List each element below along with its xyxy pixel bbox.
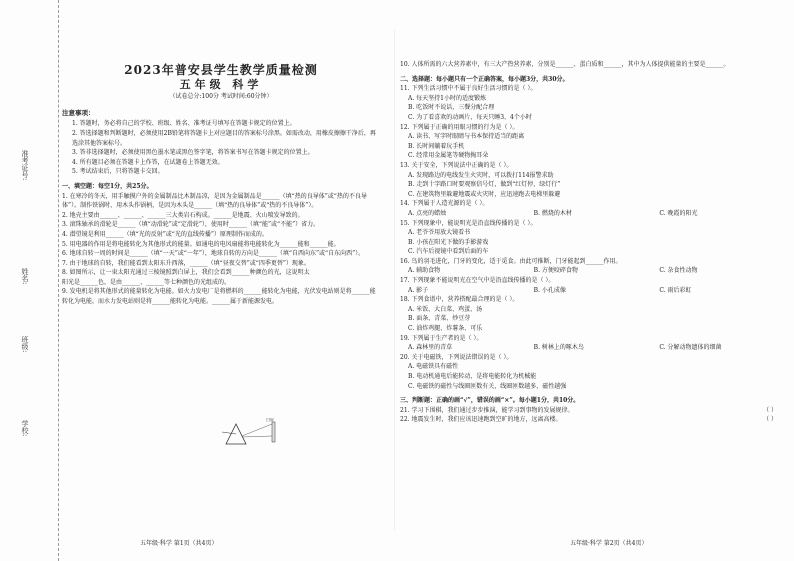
mc-options [400, 343, 785, 353]
note-item: 3. 答非选择题时，必须使用黑色墨水笔或黑色签字笔，将答案书写在答题卡规定的位置上。 [72, 149, 314, 157]
binding-margin [0, 0, 59, 561]
left-column [62, 10, 380, 530]
mc-option: B. 吃饭时不说话，三餐分配合理 [408, 104, 495, 112]
mc-option: A. 老爷爷用放大镜看书 [408, 229, 471, 237]
question-7: 7. 由于地球的自转，我们能看到太阳东升西落，______（填“昼夜交替”或“四季更替”）现象。 [62, 259, 310, 267]
question-2: 2. 地壳主要由______、______、______三大类岩石构成。______是地震、火山喷发导致的。 [62, 211, 304, 219]
prism-diagram [222, 418, 282, 446]
notes-title: 注意事项： [62, 108, 95, 117]
mc-option: B. 燃烧的木材 [533, 209, 572, 217]
right-column [400, 60, 785, 530]
question-10: 10. 人体所需的六大营养素中，有三大产热营养素，分别是______、蛋白质和______，其中为人体提供能量的主要是______。 [400, 61, 730, 68]
question-22-text: 22. 地震发生时，我们应该迅速跑到空旷的地方，远离高楼。 [400, 416, 562, 424]
multiple-choice-list [400, 84, 785, 391]
mc-option: B. 电动机通电后能转动，是将电能转化为机械能 [408, 373, 537, 380]
light-ray [242, 424, 272, 436]
mc-question-text: 11. 下列生活习惯中不属于良好生活习惯的是（ ）。 [400, 85, 537, 93]
footer-right: 五年级·科学 第2页（共4页） [570, 540, 648, 547]
question-6: 6. 地球自转一周的时间是______（填“一天”或“一年”），地球自转的方向是______（填“自西向东”或“自东向西”）。 [62, 250, 365, 258]
mc-option: A. 点亮的蜡烛 [408, 209, 447, 217]
exam-title: 2023年普安县学生教学质量检测 [124, 63, 318, 77]
question-22 [400, 415, 785, 425]
mc-option: C. 电磁铁的磁性与线圈匝数有关，线圈匝数越多，磁性越强 [408, 382, 567, 390]
question-4: 4. 潜望镜是利用______（填“光的反射”或“光的直线传播”）原理制作而成的。 [62, 230, 268, 238]
mc-option: C. 为了看喜欢的动画片，每天只睡3、4个小时 [408, 113, 532, 121]
mc-option: B. 方便咬碎食物 [533, 267, 578, 275]
section1-title: 一、填空题：每空1分，共25分。 [62, 182, 153, 190]
mc-option: A. 电磁铁具有磁性 [408, 363, 459, 371]
mc-question-text: 19. 下列属于生产者的是（ ）。 [400, 334, 483, 342]
section2-title: 二、选择题：每小题只有一个正确答案，每小题3分，共30分。 [400, 75, 569, 83]
section3-title: 三、判断题：正确的画“√”，错误的画“×”。每小题1分，共10分。 [400, 397, 580, 405]
mc-option: A. 读书、写字时眼睛与书本保持适当的距离 [408, 133, 525, 141]
question-21 [400, 406, 785, 416]
mc-question-text: 13. 关于安全，下列说法中正确的是（ ）。 [400, 161, 513, 169]
mc-option: B. 走到十字路口时要观察信号灯，做到“红灯停，绿灯行” [408, 181, 561, 189]
mc-question-text: 17. 下列现象不能说明光在空气中是沿直线传播的是（ ）。 [400, 277, 555, 285]
mc-option: B. 小孩在阳光下做的手影游戏 [408, 238, 489, 246]
mc-option: C. 汽车后视镜中看到后面的车 [408, 248, 489, 256]
mc-question-text: 15. 下列现象中，能说明光是沿直线传播的是（ ）。 [400, 219, 537, 227]
school-label: 学校: [21, 420, 29, 437]
class-label: 班级: [21, 336, 29, 353]
mc-option: B. 长时间躺着玩手机 [408, 142, 465, 150]
white-screen-label: 白屏 [266, 418, 274, 422]
exam-number-label: 准考证号: [21, 150, 29, 181]
mc-option: C. 在建筑物里躲避地震或火灾时，应迅速跑去电梯里躲避 [408, 190, 561, 198]
mc-option: B. 面条、青菜、炒豆芽 [408, 315, 471, 323]
mc-option: C. 经常用金属笔等硬物掏耳朵 [408, 152, 489, 160]
mc-option: C. 雨后彩虹 [659, 286, 692, 294]
question-9: 9. 发电机是将其他形式的能量转化为电能。如火力发电厂是将燃料的______能转化为电能，光伏发电站则是将______能转化为电能，而水力发电站则是将______能转化为电能。______属于新能源发电。 [62, 288, 376, 306]
mc-option: C. 油炸鸡腿、炸薯条、可乐 [408, 325, 483, 333]
note-item: 5. 考试结束后，只将答题卡交回。 [72, 168, 164, 176]
footer-left: 五年级·科学 第1页（共4页） [140, 540, 218, 547]
mc-option: A. 每天坚持1小时的适度锻炼 [408, 94, 486, 102]
mc-option: C. 晚霞的阳光 [659, 209, 698, 217]
mc-question-text: 20. 关于电磁铁，下列说法错误的是（ ）。 [400, 353, 513, 361]
mc-option: B. 小孔成像 [533, 286, 566, 294]
mc-option: A. 米饭、大白菜、鸡蛋、汤 [408, 305, 483, 313]
name-label: 姓名: [21, 268, 29, 285]
column-divider [394, 30, 395, 530]
note-item: 1. 答题时，务必将自己的学校、班级、姓名、准考证号填写在答题卡规定的位置上。 [72, 120, 296, 128]
mc-option: A. 辅助食物 [408, 267, 441, 275]
mc-option: C. 分解动物遗体的细菌 [659, 344, 722, 352]
mc-option: A. 森林里的青草 [408, 344, 453, 352]
white-screen [272, 422, 275, 442]
mc-option: B. 树林上的啄木鸟 [533, 344, 584, 352]
question-5: 5. 用电器的作用是将电能转化为其他形式的能量。如通电的电风扇能将电能转化为______能和______能。 [62, 240, 340, 248]
answer-paren: （ ） [763, 416, 777, 424]
light-ray [242, 436, 272, 437]
question-21-text: 21. 学习下围棋，我们通过步步推演，能学习到事物的发展规律。 [400, 406, 574, 414]
mc-options [400, 209, 785, 219]
mc-question-text: 12. 下列属于正确的用眼习惯的行为是（ ）。 [400, 123, 519, 131]
mc-option: A. 发现路边的电线发生火灾时，可以拨打114报警求助 [408, 171, 554, 179]
question-3: 3. 滚珠轴承的滑轮是______（填“动滑轮”或“定滑轮”），使用时______（填“能”或“不能”）省力。 [62, 221, 320, 229]
exam-subtitle: 五年级 科学 [179, 77, 263, 91]
mc-question-text: 14. 下列属于人造光源的是（ ）。 [400, 200, 489, 208]
note-item: 2. 答选择题和判断题时，必须使用2B铅笔将答题卡上对应题目的答案标号涂黑。如需改动，用橡皮擦擦干净后，再选涂其他答案标号。 [72, 129, 376, 147]
light-ray [222, 432, 236, 434]
mc-option: A. 影子 [408, 286, 429, 294]
mc-question-text: 16. 鸟的羽毛进化，门牙的变化，适于觅食。由此可推断，门牙能起到______作用。 [400, 257, 622, 265]
mc-question-text: 18. 下列食谱中，营养搭配最合理的是（ ）。 [400, 296, 519, 304]
note-item: 4. 所有题目必须在答题卡上作答，在试题卷上答题无效。 [72, 158, 224, 166]
question-8: 8. 如图所示，让一束太阳光通过三棱镜照到白屏上，我们会看到______种颜色的光，这说明太阳光是______色，是由______、______等七种颜色的光组成的。 [62, 269, 310, 286]
mc-option: C. 杂食性动物 [659, 267, 698, 275]
question-1: 1. 在寒冷的冬天，用手触摸户外的金属制品比木制品凉，是因为金属制品是______（填“热的良导体”或“热的不良导体”）。制作铁锅时，用木头作锅柄，是因为木头是______（填“热的良导体”或“热的不良导体”）。 [62, 192, 367, 210]
mc-options [400, 266, 785, 276]
answer-paren: （ ） [763, 406, 777, 414]
mc-options [400, 286, 785, 296]
exam-info: （试卷总分:100分 考试时间:60分钟） [169, 93, 273, 101]
